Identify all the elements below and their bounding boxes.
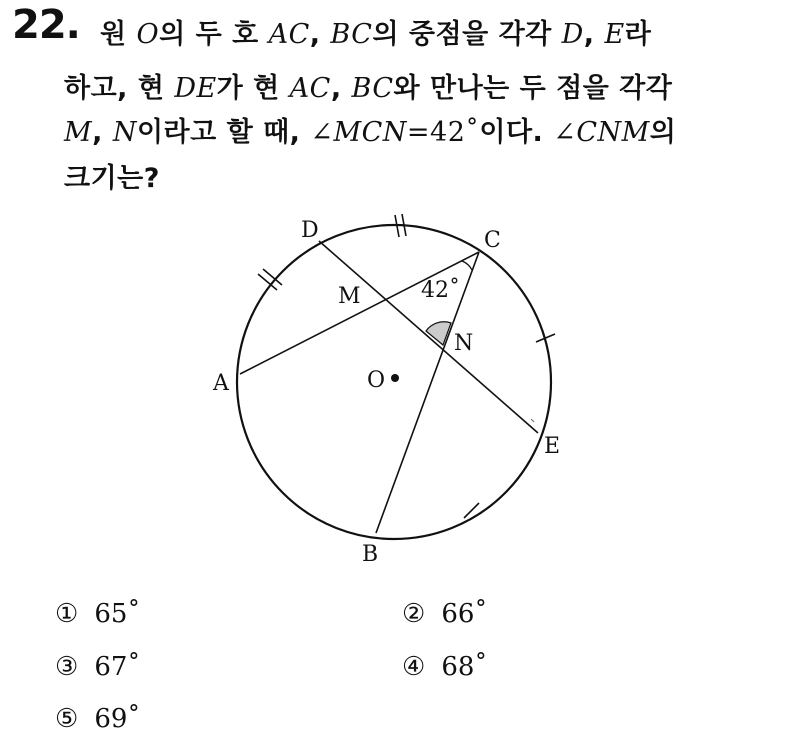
math: AC <box>289 73 331 104</box>
choice-value: 69˚ <box>94 704 141 734</box>
center-dot <box>391 374 399 382</box>
tick-marks <box>258 214 555 518</box>
math: BC <box>330 19 373 50</box>
text: , <box>583 19 605 50</box>
choice-value: 67˚ <box>94 652 141 682</box>
text: 라 <box>624 19 652 50</box>
choice-3[interactable] <box>55 652 140 682</box>
label-d: D <box>301 218 319 243</box>
label-a: A <box>213 371 229 396</box>
math: ∠CNM <box>553 117 650 148</box>
label-o: O <box>367 368 386 393</box>
question-line-3 <box>64 110 676 149</box>
label-angle-42: 42˚ <box>421 278 460 303</box>
question-line-4 <box>64 156 160 195</box>
choice-marker: ⑤ <box>55 704 79 734</box>
choice-value: 65˚ <box>94 599 141 629</box>
text: 이다. <box>479 117 554 148</box>
math: D <box>561 19 584 50</box>
angle-cnm-mark <box>426 322 451 345</box>
choice-marker: ③ <box>55 652 79 682</box>
text: 와 만나는 두 점을 각각 <box>393 73 673 104</box>
math: AC <box>268 19 310 50</box>
math: M <box>64 117 93 148</box>
math: DE <box>174 73 217 104</box>
label-c: C <box>484 228 501 253</box>
choice-marker: ② <box>402 599 426 629</box>
label-b: B <box>362 542 379 567</box>
choice-5[interactable] <box>55 704 140 734</box>
label-n: N <box>454 331 474 356</box>
question-line-2 <box>64 66 672 105</box>
math: BC <box>351 73 394 104</box>
choice-1[interactable] <box>55 599 140 629</box>
text: , <box>309 19 331 50</box>
chord-ac <box>240 252 479 374</box>
text: 하고, 현 <box>64 73 175 104</box>
circle-o <box>237 225 551 539</box>
text: 의 <box>649 117 677 148</box>
text: , <box>330 73 352 104</box>
question-line-1 <box>100 12 651 51</box>
text: , <box>92 117 113 148</box>
choice-value: 66˚ <box>441 599 488 629</box>
text: 이라고 할 때, <box>136 117 311 148</box>
label-m: M <box>338 284 361 309</box>
math: O <box>136 19 160 50</box>
text: 의 중점을 각각 <box>372 19 562 50</box>
angle-mcn-mark <box>462 261 472 270</box>
right-angle-mark <box>531 419 534 422</box>
text: 가 현 <box>216 73 290 104</box>
choice-value: 68˚ <box>441 652 488 682</box>
text: 크기는? <box>64 163 160 194</box>
text: 의 두 호 <box>159 19 269 50</box>
label-e: E <box>544 434 561 459</box>
math-number: =42˚ <box>406 117 480 148</box>
math: E <box>604 19 625 50</box>
math: ∠MCN <box>310 117 407 148</box>
choice-2[interactable] <box>402 599 487 629</box>
math: N <box>112 117 137 148</box>
question-number: 22. <box>12 2 80 48</box>
text: 원 <box>100 19 137 50</box>
choice-4[interactable] <box>402 652 487 682</box>
choice-marker: ④ <box>402 652 426 682</box>
choice-marker: ① <box>55 599 79 629</box>
circle-figure <box>200 205 600 575</box>
